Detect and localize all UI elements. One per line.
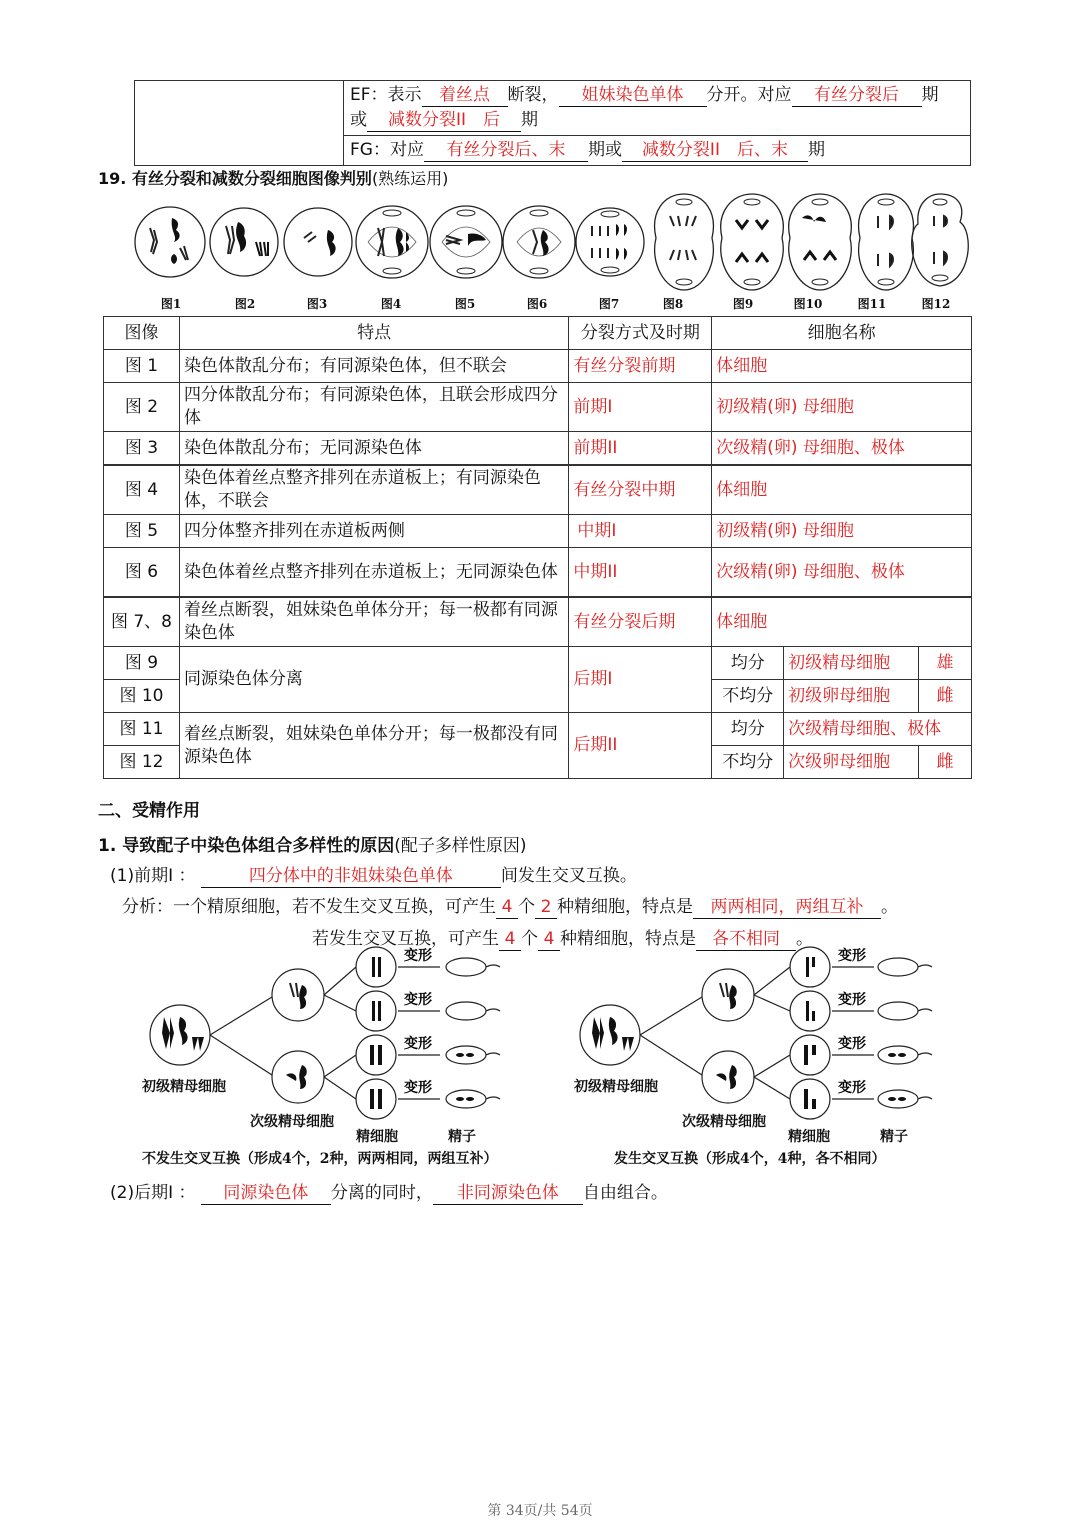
row-cell-name: 初级精(卵) 母细胞 <box>712 383 972 432</box>
row-cell-name: 次级精(卵) 母细胞、极体 <box>712 432 972 466</box>
cell-figure-3 <box>284 208 352 276</box>
row-mode: 有丝分裂中期 <box>569 465 712 515</box>
row-mode: 前期II <box>569 432 712 466</box>
cell-figure-5 <box>430 206 502 278</box>
cell-figure-11 <box>859 194 914 290</box>
row-image: 图 9 <box>104 647 180 680</box>
left-sperm-label: 精子 <box>448 1129 476 1145</box>
cell-figure-2 <box>210 208 278 276</box>
left-secondary-label: 次级精母细胞 <box>250 1114 334 1130</box>
cell-figures-illustration <box>134 190 972 294</box>
row-image: 图 2 <box>104 383 180 432</box>
cell-figure-8 <box>655 194 714 290</box>
analysis-2-count: 4 <box>499 930 521 951</box>
ef-suffix: 期 <box>921 85 939 105</box>
row-mode: 中期I <box>569 515 712 548</box>
section-19-number: 19. <box>98 169 127 188</box>
header-cell-name: 细胞名称 <box>712 317 972 350</box>
row-division-type: 不均分 <box>712 680 784 713</box>
fg-mid: 期或 <box>587 140 622 160</box>
row-feature: 同源染色体分离 <box>179 647 568 713</box>
section-2-heading: 二、受精作用 <box>98 801 200 821</box>
ef-fg-table <box>134 80 971 166</box>
table-row <box>104 548 972 598</box>
analysis-1-count: 4 <box>496 898 518 919</box>
row-cell-name: 体细胞 <box>712 350 972 383</box>
row-mode: 有丝分裂前期 <box>569 350 712 383</box>
ef-mid-1: 断裂， <box>507 85 559 105</box>
row-mode: 有丝分裂后期 <box>569 597 712 647</box>
transform-label: 变形 <box>838 1080 866 1096</box>
point-2-prefix: (2)后期Ⅰ ： <box>110 1183 196 1203</box>
row-division-type: 不均分 <box>712 746 784 779</box>
table-row <box>104 713 972 746</box>
item-1-number: 1. <box>98 836 117 856</box>
row-image: 图 3 <box>104 432 180 466</box>
left-primary-label: 初级精母细胞 <box>142 1079 226 1095</box>
point-2-blank-1: 同源染色体 <box>201 1184 331 1205</box>
fg-cell <box>344 136 971 166</box>
row-cell-name: 初级卵母细胞 <box>784 680 919 713</box>
section-19-title: 有丝分裂和减数分裂细胞图像判别 <box>131 169 372 188</box>
point-1-blank: 四分体中的非姐妹染色单体 <box>201 867 501 888</box>
row-mode: 前期I <box>569 383 712 432</box>
right-primary-label: 初级精母细胞 <box>574 1079 658 1095</box>
point-1-suffix: 间发生交叉互换。 <box>500 866 637 886</box>
analysis-2-mid: 个 <box>521 929 538 949</box>
analysis-1-prefix: 分析：一个精原细胞，若不发生交叉互换，可产生 <box>122 897 496 917</box>
point-2-blank-2: 非同源染色体 <box>433 1184 583 1205</box>
table-row <box>104 647 972 680</box>
item-1-title: 导致配子中染色体组合多样性的原因 <box>122 836 395 856</box>
ef-blank-2: 姐妹染色单体 <box>559 86 707 107</box>
row-cell-name: 初级精(卵) 母细胞 <box>712 515 972 548</box>
row-mode: 后期II <box>569 713 712 779</box>
analysis-1-mid2: 种精细胞，特点是 <box>557 897 693 917</box>
row-feature: 染色体散乱分布；无同源染色体 <box>179 432 568 466</box>
page-footer: 第 34页/共 54页 <box>487 1503 593 1519</box>
left-spermatid-label: 精细胞 <box>356 1129 398 1145</box>
header-feature: 特点 <box>179 317 568 350</box>
analysis-2-feature: 各不相同 <box>696 930 796 951</box>
cell-figure-10 <box>789 194 852 290</box>
row-image: 图 12 <box>104 746 180 779</box>
transform-label: 变形 <box>404 1036 432 1052</box>
point-2-mid: 分离的同时， <box>330 1183 433 1203</box>
row-feature: 着丝点断裂，姐妹染色单体分开；每一极都没有同源染色体 <box>179 713 568 779</box>
ef-blank-3: 有丝分裂后 <box>792 86 922 107</box>
item-1-heading <box>98 831 526 856</box>
right-spermatid-label: 精细胞 <box>788 1129 830 1145</box>
header-image: 图像 <box>104 317 180 350</box>
division-table <box>103 316 972 779</box>
row-sex: 雌 <box>919 680 972 713</box>
point-1 <box>110 861 637 888</box>
row-cell-name: 次级卵母细胞 <box>784 746 919 779</box>
fg-suffix: 期 <box>807 140 825 160</box>
point-1-prefix: (1)前期Ⅰ ： <box>110 866 196 886</box>
table-header-row <box>104 317 972 350</box>
section-19-heading <box>98 166 448 189</box>
point-2-suffix: 自由组合。 <box>582 1183 668 1203</box>
ef-line2-suffix: 期 <box>521 110 538 130</box>
table-row <box>104 597 972 647</box>
ef-blank-1: 着丝点 <box>422 86 508 107</box>
row-cell-name: 体细胞 <box>712 597 972 647</box>
row-feature: 四分体散乱分布；有同源染色体，且联会形成四分体 <box>179 383 568 432</box>
row-feature: 染色体着丝点整齐排列在赤道板上；无同源染色体 <box>179 548 568 598</box>
transform-label: 变形 <box>838 948 866 964</box>
row-image: 图 10 <box>104 680 180 713</box>
row-mode: 后期I <box>569 647 712 713</box>
analysis-2-mid2: 种精细胞，特点是 <box>560 929 696 949</box>
meiosis-diagram-right <box>560 945 960 1125</box>
analysis-1-feature: 两两相同，两组互补 <box>693 898 881 919</box>
row-sex: 雌 <box>919 746 972 779</box>
transform-label: 变形 <box>838 992 866 1008</box>
row-mode: 中期II <box>569 548 712 598</box>
table-row <box>104 515 972 548</box>
cell-figure-7 <box>576 208 644 276</box>
ef-prefix: EF：表示 <box>350 85 422 105</box>
meiosis-diagram-left <box>130 945 530 1125</box>
ef-blank-4: 减数分裂II 后 <box>367 111 521 132</box>
row-image: 图 6 <box>104 548 180 598</box>
cell-figure-4 <box>356 206 428 278</box>
analysis-line-1 <box>122 892 898 919</box>
table-row <box>104 350 972 383</box>
analysis-1-mid: 个 <box>518 897 535 917</box>
right-diagram-caption: 发生交叉互换（形成4个，4种，各不相同） <box>614 1151 886 1167</box>
row-image: 图 5 <box>104 515 180 548</box>
analysis-2-prefix: 若发生交叉互换，可产生 <box>312 929 499 949</box>
row-image: 图 11 <box>104 713 180 746</box>
row-cell-name: 次级精母细胞、极体 <box>784 713 972 746</box>
cell-figure-12 <box>912 194 969 286</box>
point-2 <box>110 1178 668 1205</box>
left-diagram-caption: 不发生交叉互换（形成4个，2种，两两相同，两组互补） <box>142 1151 498 1167</box>
row-feature: 染色体散乱分布；有同源染色体，但不联会 <box>179 350 568 383</box>
item-1-note: (配子多样性原因) <box>394 836 527 856</box>
cell-figure-6 <box>503 206 575 278</box>
row-division-type: 均分 <box>712 713 784 746</box>
transform-label: 变形 <box>404 1080 432 1096</box>
row-feature: 染色体着丝点整齐排列在赤道板上；有同源染色体，不联会 <box>179 465 568 515</box>
blank-cell <box>135 81 344 166</box>
analysis-1-kinds: 2 <box>535 898 557 919</box>
row-cell-name: 体细胞 <box>712 465 972 515</box>
right-sperm-label: 精子 <box>880 1129 908 1145</box>
row-cell-name: 次级精(卵) 母细胞、极体 <box>712 548 972 598</box>
analysis-1-end: 。 <box>881 897 898 917</box>
cell-figures-row: 图1 图2 图3 图4 图5 图6 图7 图8 图9 图10 图11 图12 <box>134 190 972 312</box>
row-image: 图 1 <box>104 350 180 383</box>
cell-figure-9 <box>721 194 784 290</box>
table-row <box>104 465 972 515</box>
section-19-note: (熟练运用) <box>371 169 449 188</box>
analysis-2-end: 。 <box>796 929 813 949</box>
row-sex: 雄 <box>919 647 972 680</box>
row-image: 图 4 <box>104 465 180 515</box>
cell-figure-1 <box>135 207 205 277</box>
fg-blank-2: 减数分裂II 后、末 <box>622 141 808 162</box>
fg-prefix: FG：对应 <box>350 140 424 160</box>
ef-line2-prefix: 或 <box>350 110 367 130</box>
row-cell-name: 初级精母细胞 <box>784 647 919 680</box>
transform-label: 变形 <box>404 992 432 1008</box>
row-feature: 四分体整齐排列在赤道板两侧 <box>179 515 568 548</box>
fg-blank-1: 有丝分裂后、末 <box>424 141 588 162</box>
row-division-type: 均分 <box>712 647 784 680</box>
right-secondary-label: 次级精母细胞 <box>682 1114 766 1130</box>
ef-cell <box>344 81 971 136</box>
header-mode: 分裂方式及时期 <box>569 317 712 350</box>
row-image: 图 7、8 <box>104 597 180 647</box>
table-row <box>104 383 972 432</box>
transform-label: 变形 <box>404 948 432 964</box>
row-feature: 着丝点断裂，姐妹染色单体分开；每一极都有同源染色体 <box>179 597 568 647</box>
analysis-2-kinds: 4 <box>538 930 560 951</box>
ef-mid-2: 分开。对应 <box>706 85 792 105</box>
transform-label: 变形 <box>838 1036 866 1052</box>
table-row <box>104 432 972 466</box>
